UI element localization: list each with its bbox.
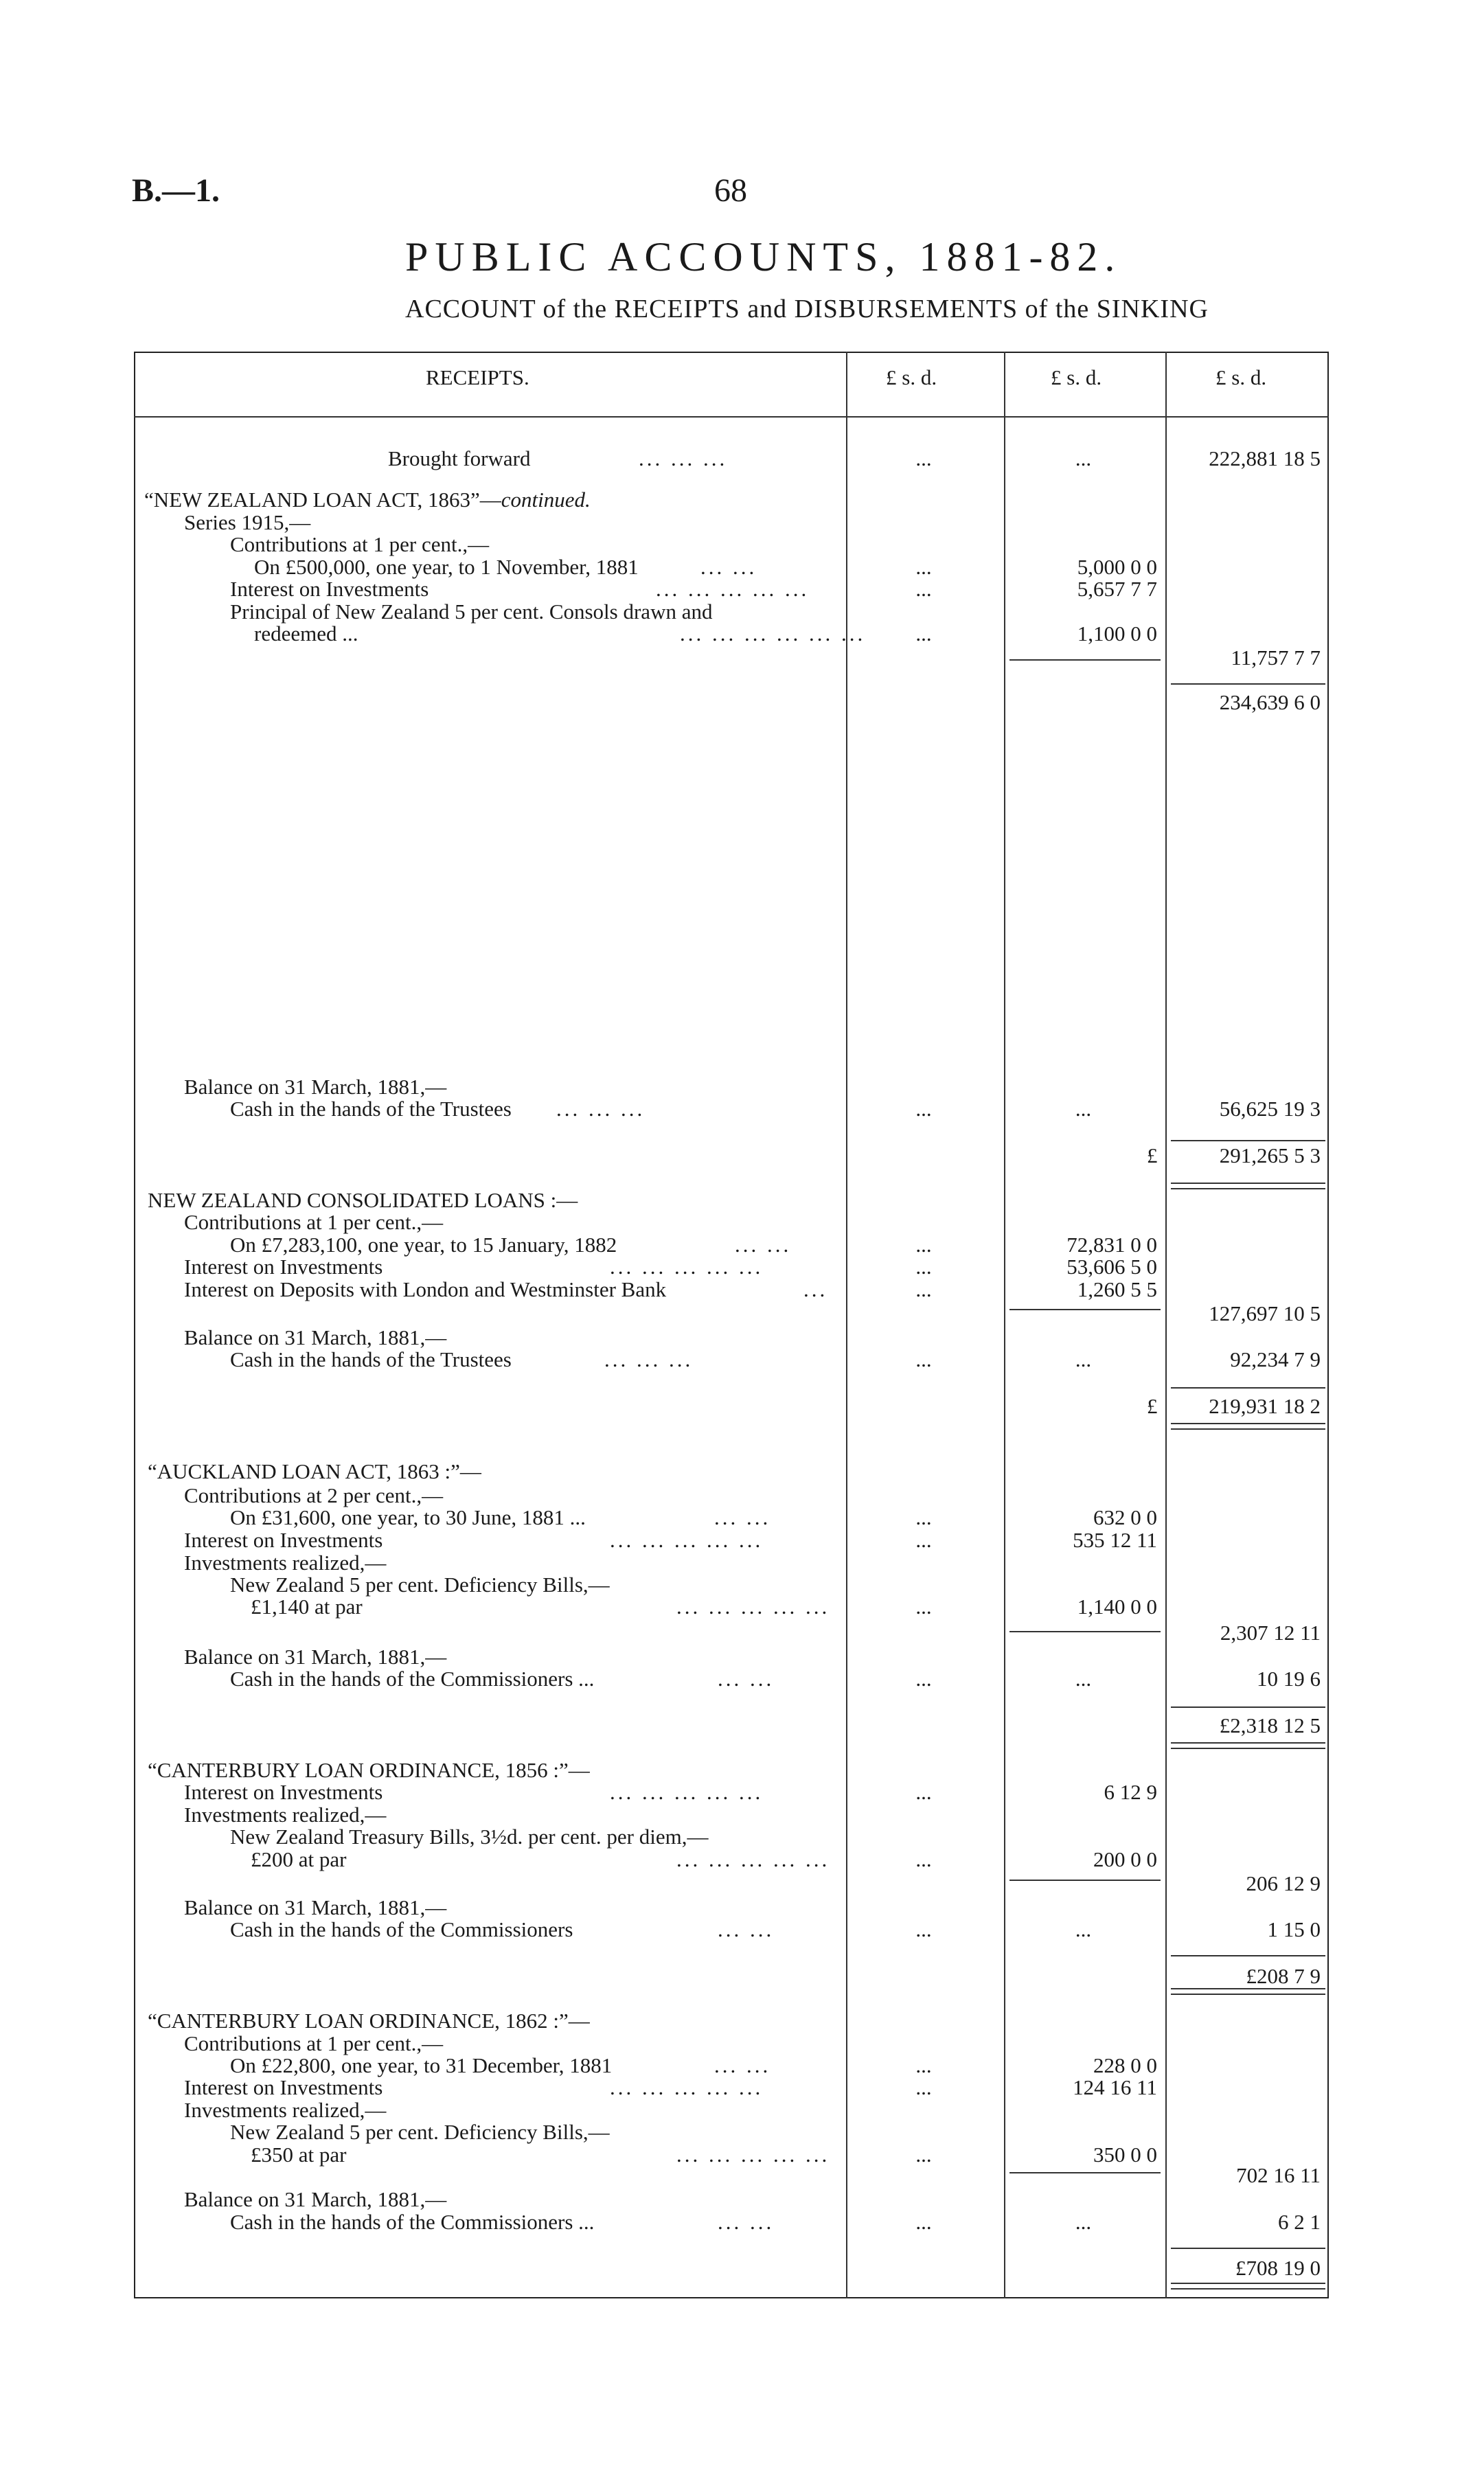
row-description: “NEW ZEALAND LOAN ACT, 1863”—continued. [144, 488, 591, 512]
column-3-value: £208 7 9 [1246, 1964, 1321, 1988]
column-1-value: ... [915, 2210, 932, 2234]
total-double-rule [1171, 1742, 1325, 1749]
total-double-rule [1171, 1183, 1325, 1189]
row-description: £200 at par [251, 1847, 347, 1871]
row-description: On £31,600, one year, to 30 June, 1881 ... [230, 1505, 586, 1529]
row-description: Interest on Deposits with London and Westminster Bank [184, 1277, 667, 1301]
row-description: Brought forward [388, 446, 531, 470]
total-double-rule [1171, 2283, 1325, 2290]
row-description: Contributions at 2 per cent.,— [184, 1483, 444, 1507]
column-3-value: 92,234 7 9 [1230, 1347, 1321, 1371]
leader-dots: ... ... [714, 1505, 771, 1529]
column-3-value: 6 2 1 [1278, 2210, 1321, 2234]
pounds-column-header-1: £ s. d. [886, 365, 937, 389]
column-3-value: 11,757 7 7 [1231, 646, 1321, 670]
row-description: Cash in the hands of the Commissioners ... [230, 2210, 595, 2234]
row-description: On £22,800, one year, to 31 December, 1881 [230, 2053, 613, 2077]
leader-dots: ... [803, 1277, 828, 1301]
row-description: Contributions at 1 per cent.,— [184, 1210, 444, 1234]
account-subtitle: ACCOUNT of the RECEIPTS and DISBURSEMENTS of the SINKING [405, 295, 1209, 323]
column-2-value: ... [1075, 446, 1092, 470]
row-description: On £7,283,100, one year, to 15 January, 1882 [230, 1233, 617, 1257]
column-2-value: 535 12 11 [1073, 1528, 1157, 1552]
receipts-column-header: RECEIPTS. [426, 365, 529, 389]
column-1-value: ... [915, 2053, 932, 2077]
row-description: Contributions at 1 per cent.,— [184, 2031, 444, 2055]
row-description: New Zealand 5 per cent. Deficiency Bills,— [230, 2120, 610, 2144]
column-2-value: 1,100 0 0 [1077, 621, 1157, 646]
row-description: Contributions at 1 per cent.,— [230, 532, 490, 556]
pound-sign: £ [1147, 1143, 1158, 1167]
column-2-value: 5,657 7 7 [1077, 577, 1157, 601]
pounds-column-header-2: £ s. d. [1051, 365, 1102, 389]
row-description: Investments realized,— [184, 1803, 387, 1827]
subtotal-rule [1171, 2248, 1325, 2249]
column-1-value: ... [915, 1277, 932, 1301]
row-description: Balance on 31 March, 1881,— [184, 1325, 447, 1349]
total-double-rule [1171, 1988, 1325, 1995]
leader-dots: ... ... ... ... ... [610, 2075, 764, 2099]
row-description: £350 at par [251, 2143, 347, 2167]
row-description: “CANTERBURY LOAN ORDINANCE, 1856 :”— [148, 1758, 590, 1782]
leader-dots: ... ... [718, 2210, 775, 2234]
column-3-value: 1 15 0 [1267, 1917, 1321, 1941]
total-double-rule [1171, 1423, 1325, 1430]
leader-dots: ... ... ... [639, 446, 728, 470]
document-reference: B.—1. [132, 172, 220, 209]
column-3-value: 222,881 18 5 [1209, 446, 1321, 470]
row-description: Balance on 31 March, 1881,— [184, 1645, 447, 1669]
column-1-value: ... [915, 1255, 932, 1279]
row-description: £1,140 at par [251, 1595, 363, 1619]
column-1-value: ... [915, 2143, 932, 2167]
row-description: Principal of New Zealand 5 per cent. Consols drawn and [230, 600, 713, 624]
column-3-value: 219,931 18 2 [1209, 1394, 1321, 1418]
column-2-value: 1,260 5 5 [1077, 1277, 1157, 1301]
column-1-value: ... [915, 1847, 932, 1871]
column-3-value: £2,318 12 5 [1219, 1713, 1321, 1737]
subtotal-rule [1171, 683, 1325, 685]
column-2-value: 228 0 0 [1093, 2053, 1157, 2077]
column-1-value: ... [915, 1595, 932, 1619]
column-2-value: 632 0 0 [1093, 1505, 1157, 1529]
leader-dots: ... ... ... ... ... [676, 2143, 830, 2167]
row-description: NEW ZEALAND CONSOLIDATED LOANS :— [148, 1188, 578, 1212]
column-1-value: ... [915, 1667, 932, 1691]
column-2-value: 200 0 0 [1093, 1847, 1157, 1871]
leader-dots: ... ... ... [604, 1347, 694, 1371]
subtotal-rule [1009, 1880, 1161, 1881]
column-2-value: 1,140 0 0 [1077, 1595, 1157, 1619]
column-2-value: 350 0 0 [1093, 2143, 1157, 2167]
column-3-value: 127,697 10 5 [1209, 1301, 1321, 1325]
column-3-value: 10 19 6 [1257, 1667, 1321, 1691]
leader-dots: ... ... [700, 555, 757, 579]
column-2-value: ... [1075, 1667, 1092, 1691]
column-1-value: ... [915, 577, 932, 601]
subtotal-rule [1009, 1631, 1161, 1632]
column-3-value: £708 19 0 [1235, 2256, 1321, 2280]
row-description: Cash in the hands of the Trustees [230, 1097, 512, 1121]
leader-dots: ... ... ... ... ... [676, 1847, 830, 1871]
row-description: Balance on 31 March, 1881,— [184, 1895, 447, 1919]
pound-sign: £ [1147, 1394, 1158, 1418]
row-description: Investments realized,— [184, 1551, 387, 1575]
column-2-value: 124 16 11 [1073, 2075, 1157, 2099]
row-description: Balance on 31 March, 1881,— [184, 2187, 447, 2211]
leader-dots: ... ... ... ... ... [676, 1595, 830, 1619]
row-description: New Zealand 5 per cent. Deficiency Bills,— [230, 1573, 610, 1597]
row-description: Cash in the hands of the Trustees [230, 1347, 512, 1371]
column-2-value: ... [1075, 2210, 1092, 2234]
row-description: Balance on 31 March, 1881,— [184, 1075, 447, 1099]
row-description: redeemed ... [254, 621, 358, 646]
subtotal-rule [1009, 659, 1161, 661]
row-description: New Zealand Treasury Bills, 3½d. per cent. per diem,— [230, 1825, 709, 1849]
column-1-value: ... [915, 1097, 932, 1121]
leader-dots: ... ... [714, 2053, 771, 2077]
column-2-value: 5,000 0 0 [1077, 555, 1157, 579]
leader-dots: ... ... ... [556, 1097, 646, 1121]
column-1-value: ... [915, 1347, 932, 1371]
row-description: Cash in the hands of the Commissioners [230, 1917, 573, 1941]
pounds-column-header-3: £ s. d. [1215, 365, 1267, 389]
column-1-value: ... [915, 1505, 932, 1529]
subtotal-rule [1009, 1309, 1161, 1310]
column-1-value: ... [915, 621, 932, 646]
column-3-value: 206 12 9 [1246, 1871, 1321, 1895]
row-description: “AUCKLAND LOAN ACT, 1863 :”— [148, 1459, 481, 1483]
header-rule [134, 416, 1329, 418]
leader-dots: ... ... ... ... ... [610, 1255, 764, 1279]
column-divider [1004, 352, 1005, 2298]
column-1-value: ... [915, 1780, 932, 1804]
column-1-value: ... [915, 2075, 932, 2099]
row-description-italic: continued. [501, 488, 591, 512]
row-description: Cash in the hands of the Commissioners ... [230, 1667, 595, 1691]
column-2-value: 6 12 9 [1104, 1780, 1157, 1804]
column-1-value: ... [915, 1528, 932, 1552]
leader-dots: ... ... ... ... ... ... [680, 621, 866, 646]
row-description: On £500,000, one year, to 1 November, 1881 [254, 555, 639, 579]
leader-dots: ... ... [718, 1917, 775, 1941]
row-description: Series 1915,— [184, 510, 311, 534]
row-description: Interest on Investments [184, 1528, 383, 1552]
column-2-value: ... [1075, 1097, 1092, 1121]
column-2-value: ... [1075, 1917, 1092, 1941]
row-description: Investments realized,— [184, 2098, 387, 2122]
leader-dots: ... ... ... ... ... [656, 577, 810, 601]
column-3-value: 234,639 6 0 [1219, 690, 1321, 714]
column-1-value: ... [915, 1233, 932, 1257]
row-description: Interest on Investments [230, 577, 429, 601]
row-description: “CANTERBURY LOAN ORDINANCE, 1862 :”— [148, 2009, 590, 2033]
column-divider [1165, 352, 1167, 2298]
subtotal-rule [1171, 1140, 1325, 1141]
column-3-value: 291,265 5 3 [1219, 1143, 1321, 1167]
column-2-value: 53,606 5 0 [1066, 1255, 1157, 1279]
column-1-value: ... [915, 555, 932, 579]
page-number: 68 [714, 172, 747, 209]
page-title: PUBLIC ACCOUNTS, 1881-82. [405, 234, 1122, 279]
leader-dots: ... ... ... ... ... [610, 1528, 764, 1552]
column-3-value: 702 16 11 [1236, 2163, 1321, 2187]
column-2-value: ... [1075, 1347, 1092, 1371]
column-1-value: ... [915, 1917, 932, 1941]
row-description: Interest on Investments [184, 1780, 383, 1804]
subtotal-rule [1171, 1706, 1325, 1708]
subtotal-rule [1171, 1387, 1325, 1389]
column-3-value: 56,625 19 3 [1219, 1097, 1321, 1121]
row-description: Interest on Investments [184, 2075, 383, 2099]
column-3-value: 2,307 12 11 [1220, 1621, 1321, 1645]
column-1-value: ... [915, 446, 932, 470]
leader-dots: ... ... [735, 1233, 792, 1257]
subtotal-rule [1009, 2172, 1161, 2173]
column-2-value: 72,831 0 0 [1066, 1233, 1157, 1257]
subtotal-rule [1171, 1955, 1325, 1956]
row-description: Interest on Investments [184, 1255, 383, 1279]
leader-dots: ... ... ... ... ... [610, 1780, 764, 1804]
leader-dots: ... ... [718, 1667, 775, 1691]
